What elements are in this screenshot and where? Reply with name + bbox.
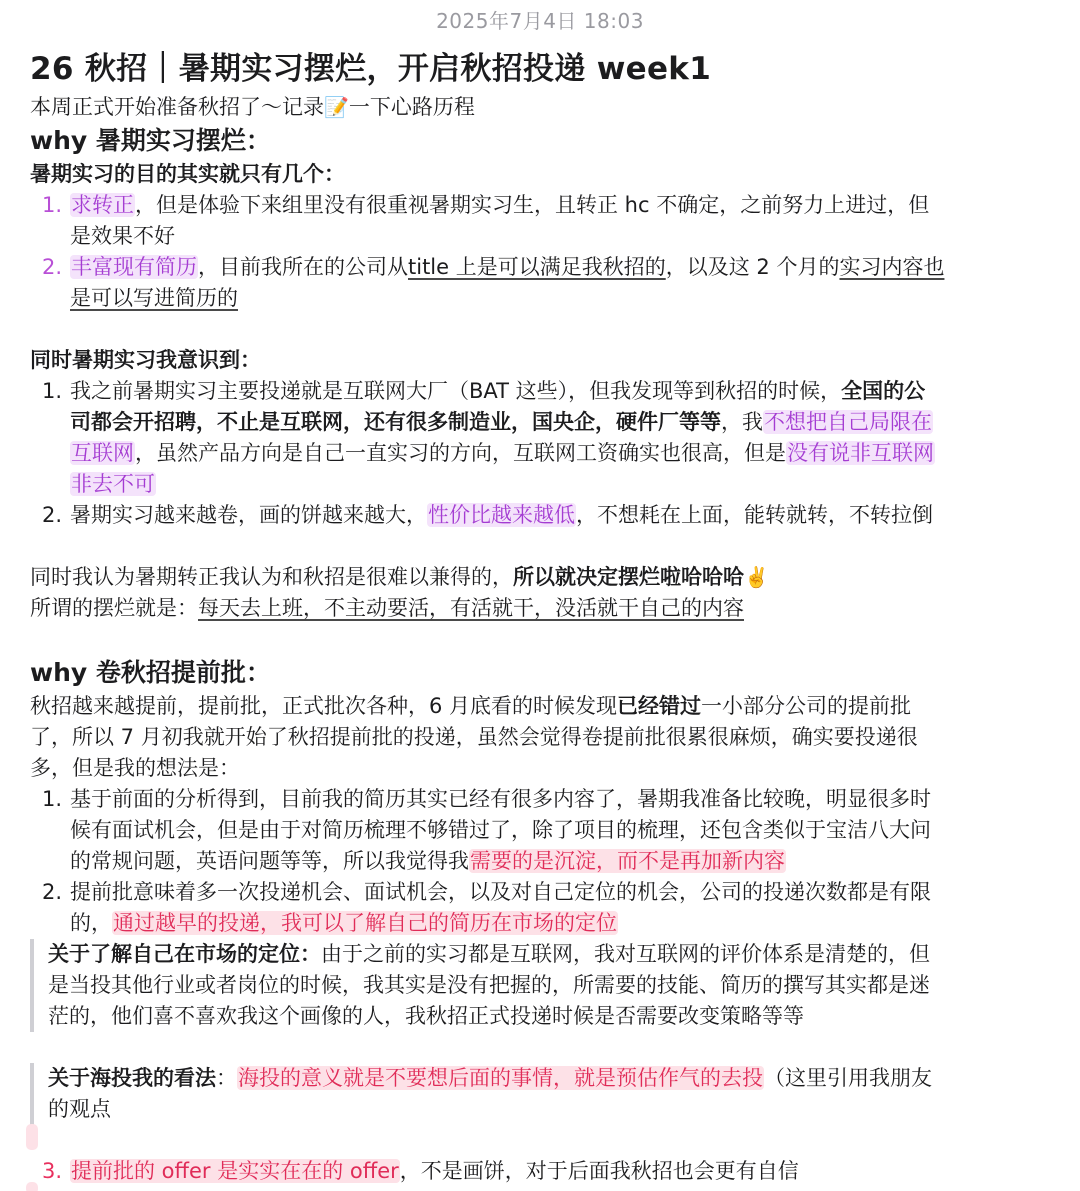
section-heading-summer: why 暑期实习摆烂： [30,126,271,155]
highlight-text: 互联网 [71,441,134,465]
blockquote-market-position [30,939,1040,1032]
list-text: ，但是体验下来组里没有很重视暑期实习生，且转正 hc 不确定，之前努力上进过，但 [135,193,930,217]
list-item [30,376,1040,407]
bold-text: 所以就决定摆烂啦哈哈哈 [513,565,744,589]
underlined-text: title 上是可以满足我秋招的 [408,255,666,279]
list-text: ，目前我所在的公司从 [198,255,408,279]
bold-text: 全国的公 [841,379,926,403]
list-item [30,500,1040,531]
paragraph-line [30,691,1040,722]
quote-line [48,1063,1040,1094]
quote-text: 由于之前的实习都是互联网，我对互联网的评价体系是清楚的，但 [321,942,930,966]
quote-line [48,939,1040,970]
highlight-text: 没有说非互联网 [787,441,934,465]
list-item-continued: 候有面试机会，但是由于对简历梳理不够错过了，除了项目的梳理，还包含类似于宝洁八大问 [70,818,931,842]
list-item-continued [30,908,1040,939]
intro-text: 本周正式开始准备秋招了～记录 [30,95,324,119]
list-text: 暑期实习越来越卷，画的饼越来越大， [70,503,427,527]
victory-hand-icon: ✌️ [744,565,769,589]
bold-text: 司都会开招聘，不止是互联网，还有很多制造业，国央企，硬件厂等等 [70,410,721,434]
list-number: 1. [42,193,63,217]
underlined-text: 每天去上班，不主动要活，有活就干，没活就干自己的内容 [198,596,744,620]
quote-line: 茫的，他们喜不喜欢我这个画像的人，我秋招正式投递时候是否需要改变策略等等 [48,1004,804,1028]
subheading-realize: 同时暑期实习我意识到： [30,348,261,372]
list-item [30,252,1040,283]
highlight-text: 求转正 [71,193,134,217]
list-number: 2. [42,255,63,279]
list-text: ，我 [721,410,763,434]
paragraph-text: 秋招越来越提前，提前批，正式批次各种，6 月底看的时候发现 [30,694,618,718]
list-text: 的常规问题，英语问题等等，所以我觉得我 [70,849,469,873]
bold-text: 关于了解自己在市场的定位： [48,942,321,966]
highlight-text: 不想把自己局限在 [764,410,932,434]
highlight-fragment [26,1124,38,1150]
note-title: 26 秋招｜暑期实习摆烂，开启秋招投递 week1 [30,51,712,87]
paragraph-text: 一小部分公司的提前批 [701,694,912,718]
paragraph-line [30,593,1040,624]
list-number: 2. [42,880,63,904]
paragraph-text: 同时我认为暑期转正我认为和秋招是很难以兼得的， [30,565,513,589]
quote-text: （这里引用我朋友 [764,1066,932,1090]
underlined-text: 是可以写进简历的 [70,286,238,310]
list-item-continued [30,846,1040,877]
list-text: ，虽然产品方向是自己一直实习的方向，互联网工资确实也很高，但是 [135,441,786,465]
highlight-text: 海投的意义就是不要想后面的事情，就是预估作气的去投 [238,1066,763,1090]
list-number: 3. [42,1159,63,1183]
highlight-text: 通过越早的投递，我可以了解自己的简历在市场的定位 [113,911,617,935]
paragraph-line: 多，但是我的想法是： [30,756,240,780]
highlight-fragment [26,1182,38,1191]
highlight-text: 非去不可 [71,472,155,496]
list-text: 基于前面的分析得到，目前我的简历其实已经有很多内容了，暑期我准备比较晚，明显很多时 [70,787,931,811]
list-text: ，以及这 2 个月的 [665,255,840,279]
spacer [30,314,1040,345]
underlined-text: 实习内容也 [839,255,945,279]
quote-line: 是当投其他行业或者岗位的时候，我其实是没有把握的，所需要的技能、简历的撰写其实都是迷 [48,973,930,997]
blockquote-mass-apply [30,1063,1040,1125]
list-number: 2. [42,503,63,527]
list-item [30,784,1040,815]
list-number: 1. [42,787,63,811]
spacer [30,531,1040,562]
list-item-continued [30,283,1040,314]
quote-line: 的观点 [48,1097,111,1121]
subheading-purpose: 暑期实习的目的其实就只有几个： [30,162,345,186]
list-item-continued [30,438,1040,469]
note-body[interactable] [30,46,1040,1187]
intro-line [30,92,1040,123]
list-item-continued [30,469,1040,500]
note-date: 2025年7月4日 18:03 [436,9,644,33]
list-text: ，不想耗在上面，能转就转，不转拉倒 [576,503,933,527]
spacer [30,1032,1040,1063]
memo-icon: 📝 [324,95,349,119]
list-item-continued [30,407,1040,438]
paragraph-line [30,562,1040,593]
list-item-continued: 是效果不好 [70,224,175,248]
list-item [30,1156,1040,1187]
quote-text: ： [216,1066,237,1090]
highlight-text: 需要的是沉淀，而不是再加新内容 [470,849,785,873]
bold-text: 已经错过 [617,694,702,718]
highlight-text: 丰富现有简历 [71,255,197,279]
highlight-text: 性价比越来越低 [428,503,575,527]
bold-text: 关于海投我的看法 [48,1066,216,1090]
list-number: 1. [42,379,63,403]
paragraph-text: 所谓的摆烂就是： [30,596,198,620]
intro-text-tail: 一下心路历程 [348,95,475,119]
spacer [30,1125,1040,1156]
list-item [30,877,1040,908]
list-item [30,190,1040,221]
list-text: ，不是画饼，对于后面我秋招也会更有自信 [399,1159,799,1183]
paragraph-line: 了，所以 7 月初我就开始了秋招提前批的投递，虽然会觉得卷提前批很累很麻烦，确实要投递很 [30,725,918,749]
highlight-text: 提前批的 offer 是实实在在的 offer [71,1159,399,1183]
list-text: 提前批意味着多一次投递机会、面试机会，以及对自己定位的机会，公司的投递次数都是有限 [70,880,931,904]
list-text: 我之前暑期实习主要投递就是互联网大厂（BAT 这些），但我发现等到秋招的时候， [70,379,842,403]
list-text: 的， [70,911,112,935]
spacer [30,624,1040,655]
section-heading-campus: why 卷秋招提前批： [30,658,271,687]
